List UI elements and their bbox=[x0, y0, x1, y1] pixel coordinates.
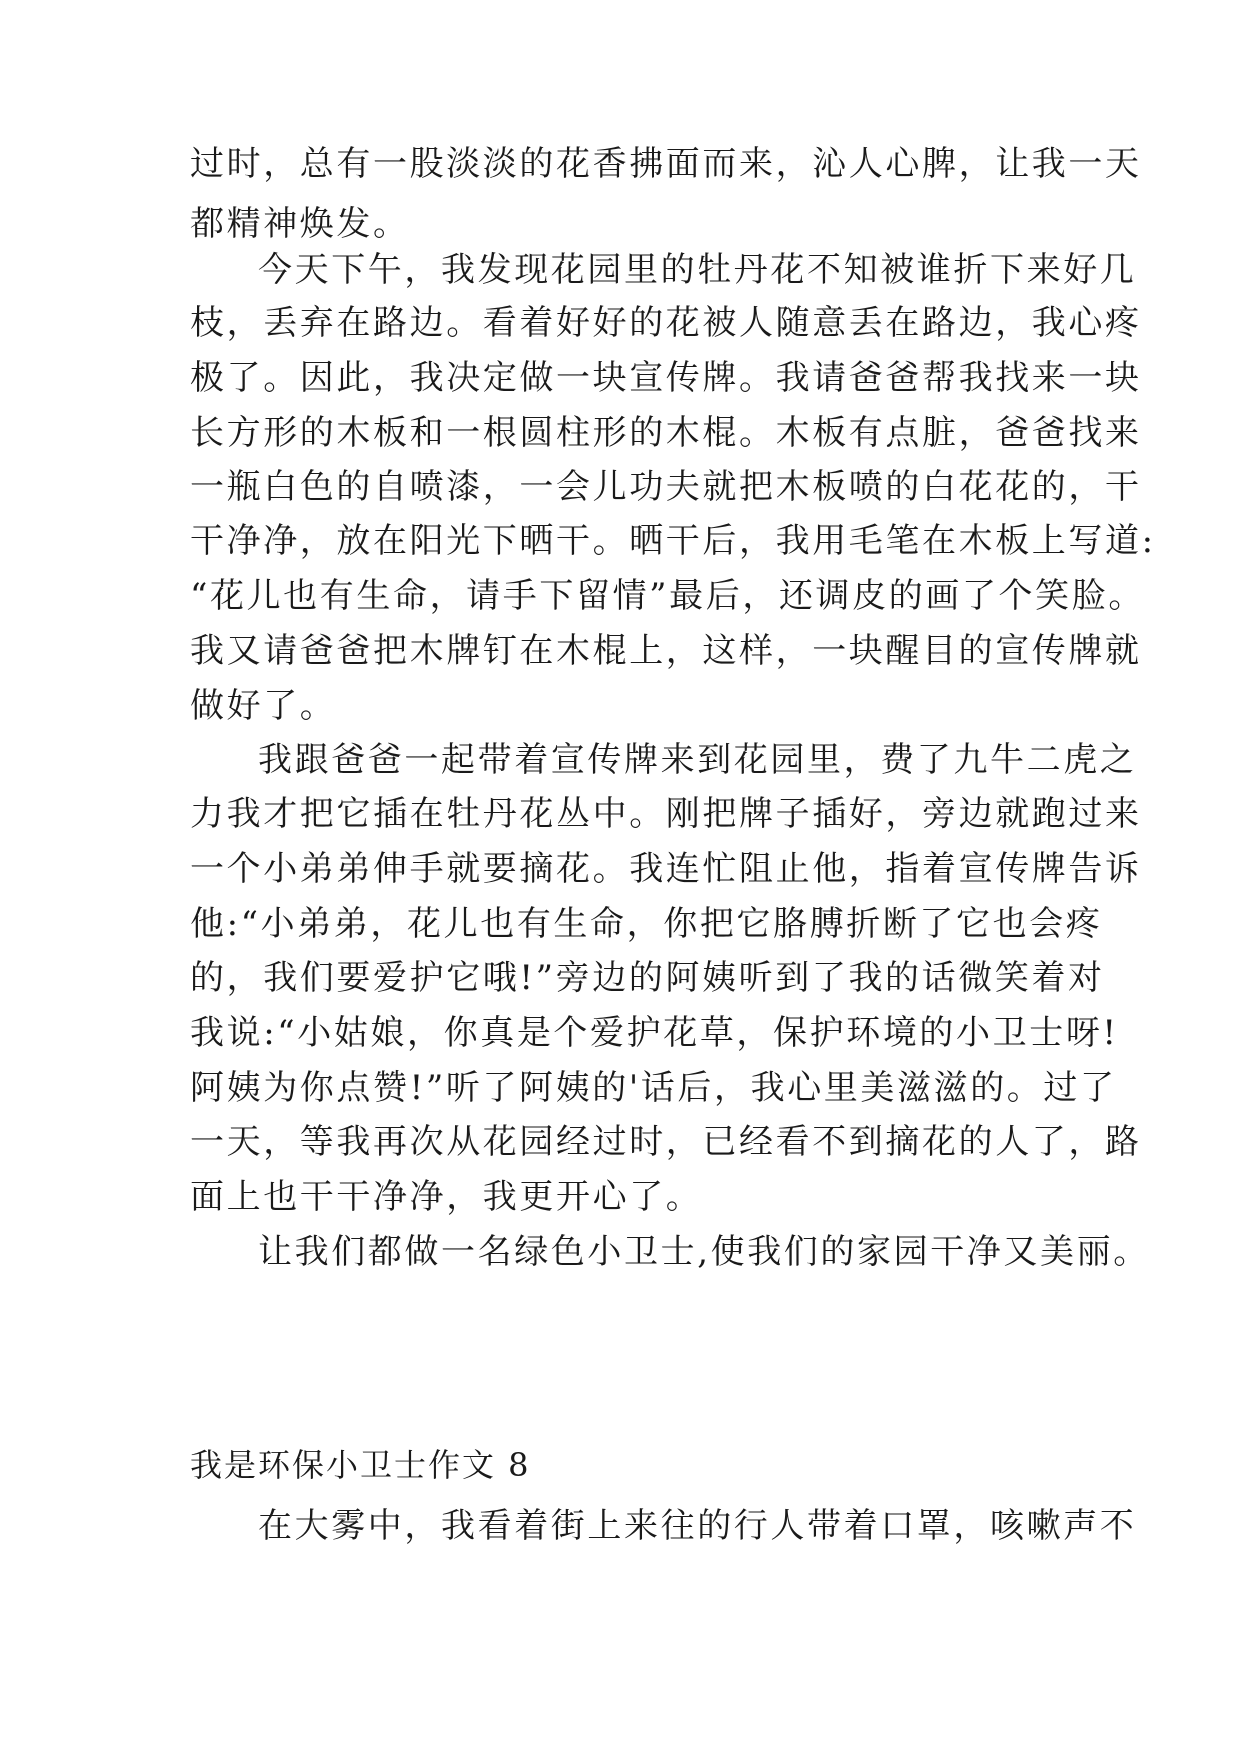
paragraph-line: 力我才把它插在牡丹花丛中。刚把牌子插好，旁边就跑过来 bbox=[190, 794, 1142, 834]
paragraph-line: 让我们都做一名绿色小卫士,使我们的家园干净又美丽。 bbox=[258, 1232, 1150, 1272]
paragraph-line: 做好了。 bbox=[190, 686, 337, 726]
paragraph-line: 我跟爸爸一起带着宣传牌来到花园里，费了九牛二虎之 bbox=[258, 740, 1137, 780]
paragraph-line: 都精神焕发。 bbox=[190, 204, 410, 244]
paragraph-line: 一个小弟弟伸手就要摘花。我连忙阻止他，指着宣传牌告诉 bbox=[190, 849, 1142, 889]
paragraph-line: 阿姨为你点赞!”听了阿姨的'话后，我心里美滋滋的。过了 bbox=[190, 1068, 1117, 1108]
paragraph-line: 极了。因此，我决定做一块宣传牌。我请爸爸帮我找来一块 bbox=[190, 358, 1142, 398]
paragraph-line: 的，我们要爱护它哦!”旁边的阿姨听到了我的话微笑着对 bbox=[190, 958, 1105, 998]
paragraph-line: “花儿也有生命，请手下留情”最后，还调皮的画了个笑脸。 bbox=[190, 576, 1145, 616]
paragraph-line: 枝，丢弃在路边。看着好好的花被人随意丢在路边，我心疼 bbox=[190, 303, 1142, 343]
paragraph-line: 我说:“小姑娘，你真是个爱护花草，保护环境的小卫士呀! bbox=[190, 1013, 1119, 1053]
paragraph-line: 一天，等我再次从花园经过时，已经看不到摘花的人了，路 bbox=[190, 1122, 1142, 1162]
paragraph-line: 面上也干干净净，我更开心了。 bbox=[190, 1177, 703, 1217]
paragraph-line: 长方形的木板和一根圆柱形的木棍。木板有点脏，爸爸找来 bbox=[190, 413, 1142, 453]
paragraph-line: 一瓶白色的自喷漆，一会儿功夫就把木板喷的白花花的，干 bbox=[190, 467, 1142, 507]
paragraph-line: 在大雾中，我看着街上来往的行人带着口罩，咳嗽声不 bbox=[258, 1506, 1137, 1546]
section-heading: 我是环保小卫士作文 8 bbox=[190, 1446, 531, 1484]
paragraph-line: 他:“小弟弟，花儿也有生命，你把它胳膊折断了它也会疼 bbox=[190, 904, 1103, 944]
paragraph-line: 干净净，放在阳光下晒干。晒干后，我用毛笔在木板上写道: bbox=[190, 521, 1156, 561]
paragraph-line: 我又请爸爸把木牌钉在木棍上，这样，一块醒目的宣传牌就 bbox=[190, 631, 1142, 671]
paragraph-line: 过时，总有一股淡淡的花香拂面而来，沁人心脾，让我一天 bbox=[190, 144, 1142, 184]
paragraph-line: 今天下午，我发现花园里的牡丹花不知被谁折下来好几 bbox=[258, 250, 1137, 290]
